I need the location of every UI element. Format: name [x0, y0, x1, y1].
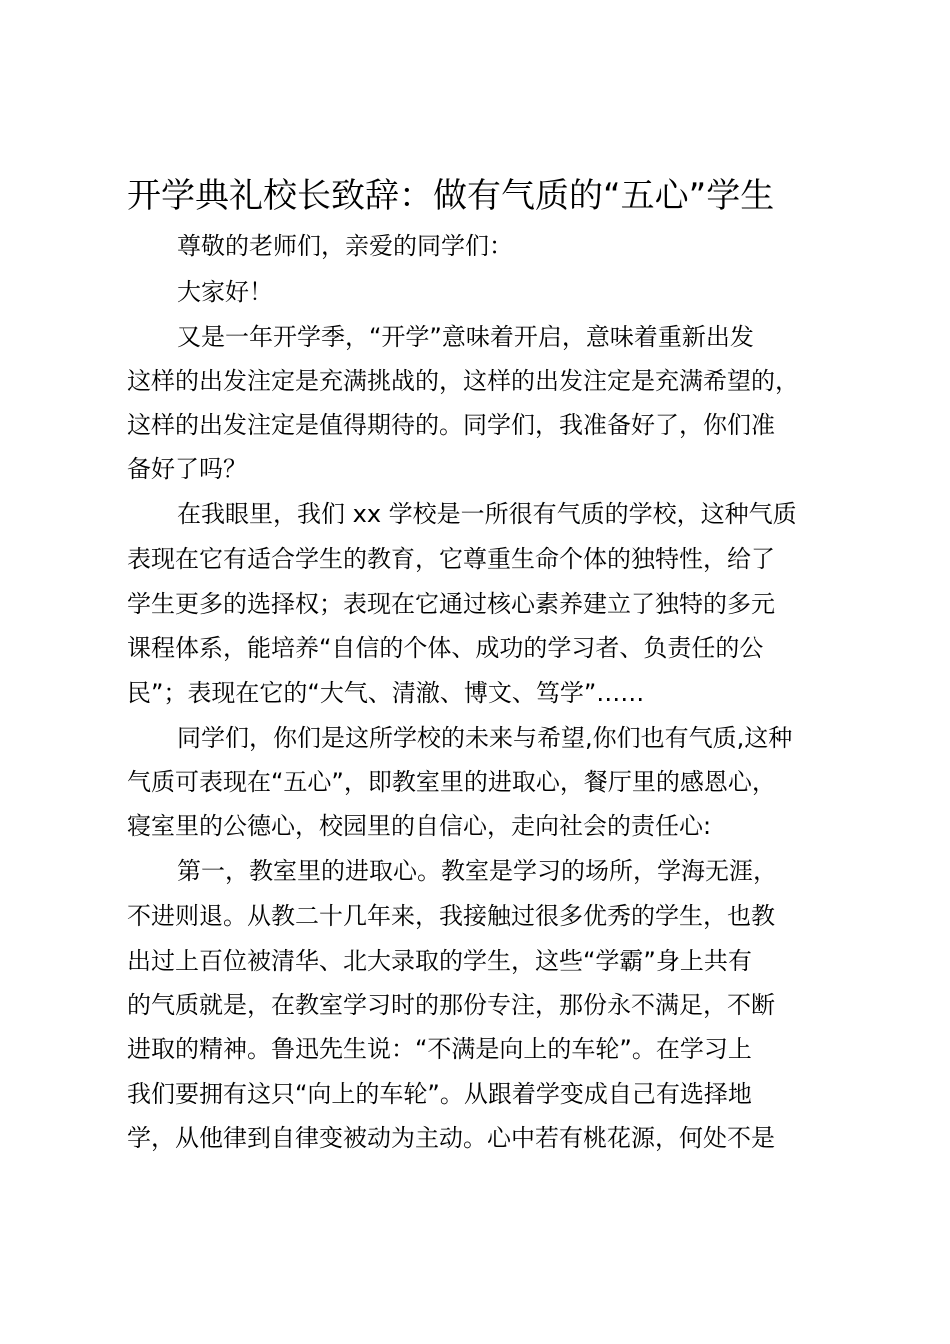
paragraph-line: 表现在它有适合学生的教育，它尊重生命个体的独特性，给了	[127, 545, 775, 573]
greeting-line: 大家好！	[177, 278, 273, 306]
paragraph-line: 同学们，你们是这所学校的未来与希望,你们也有气质,这种	[177, 724, 793, 752]
paragraph-line: 第一，教室里的进取心。教室是学习的场所，学海无涯，	[177, 857, 777, 885]
paragraph-line: 学生更多的选择权；表现在它通过核心素养建立了独特的多元	[127, 590, 775, 618]
paragraph-line: 学，从他律到自律变被动为主动。心中若有桃花源，何处不是	[127, 1124, 775, 1152]
document-title: 开学典礼校长致辞：做有气质的“五心”学生	[127, 176, 775, 216]
paragraph-line: 出过上百位被清华、北大录取的学生，这些“学霸”身上共有	[127, 947, 752, 975]
salutation-line: 尊敬的老师们，亲爱的同学们：	[177, 232, 513, 260]
paragraph-line: 不进则退。从教二十几年来，我接触过很多优秀的学生，也教	[127, 902, 775, 930]
paragraph-line: 备好了吗？	[127, 455, 247, 483]
paragraph-line: 这样的出发注定是充满挑战的，这样的出发注定是充满希望的，	[127, 367, 799, 395]
paragraph-line: 这样的出发注定是值得期待的。同学们，我准备好了，你们准	[127, 411, 775, 439]
paragraph-line: 气质可表现在“五心”，即教室里的进取心，餐厅里的感恩心，	[127, 768, 776, 796]
paragraph-line: 寝室里的公德心，校园里的自信心，走向社会的责任心:	[127, 812, 712, 840]
paragraph-line: 在我眼里，我们 xx 学校是一所很有气质的学校，这种气质	[177, 500, 797, 528]
paragraph-line: 又是一年开学季，“开学”意味着开启，意味着重新出发	[177, 323, 754, 351]
paragraph-line: 课程体系，能培养“自信的个体、成功的学习者、负责任的公	[127, 634, 764, 662]
paragraph-line: 的气质就是，在教室学习时的那份专注，那份永不满足，不断	[127, 991, 775, 1019]
paragraph-line: 我们要拥有这只“向上的车轮”。从跟着学变成自己有选择地	[127, 1080, 752, 1108]
paragraph-line: 进取的精神。鲁迅先生说：“不满是向上的车轮”。在学习上	[127, 1035, 752, 1063]
paragraph-line: 民”；表现在它的“大气、清澈、博文、笃学”……	[127, 679, 645, 707]
